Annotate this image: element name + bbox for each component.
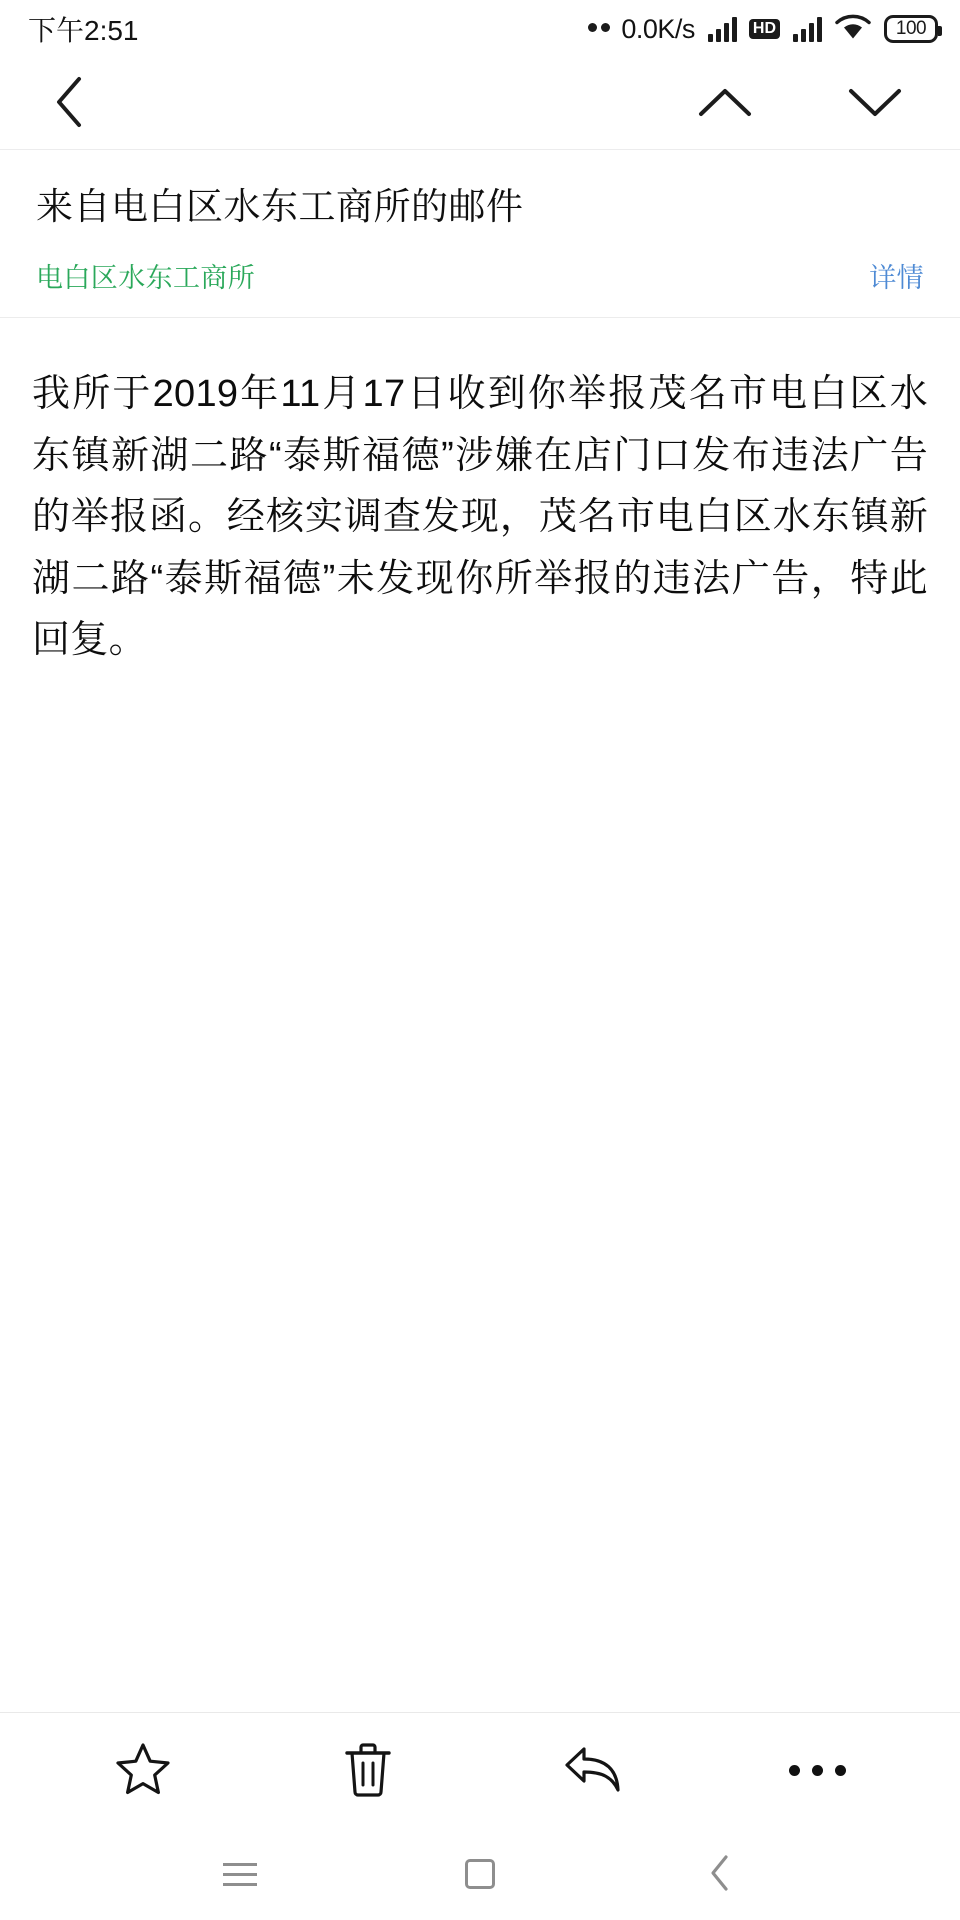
system-back-button[interactable] (675, 1839, 765, 1909)
system-menu-button[interactable] (195, 1839, 285, 1909)
system-home-button[interactable] (435, 1839, 525, 1909)
home-square-icon (465, 1859, 495, 1889)
mail-header (0, 150, 960, 318)
previous-message-button[interactable] (694, 73, 756, 135)
details-link[interactable]: 详情 (869, 263, 924, 294)
battery-level-label: 100 (895, 18, 927, 39)
reply-icon (562, 1741, 624, 1800)
favorite-button[interactable] (88, 1726, 198, 1816)
status-bar (0, 0, 960, 58)
navigation-bar (0, 58, 960, 150)
chevron-down-icon (846, 83, 904, 124)
dots-indicator-icon (588, 23, 610, 36)
menu-icon (223, 1863, 257, 1886)
trash-icon (343, 1740, 393, 1801)
status-time: 下午2:51 (28, 15, 139, 46)
status-indicators (588, 13, 938, 46)
next-message-button[interactable] (844, 73, 906, 135)
star-icon (114, 1741, 172, 1800)
wifi-icon (835, 13, 871, 46)
signal-bars-secondary-icon (793, 16, 822, 42)
mail-sender[interactable]: 电白区水东工商所 (36, 263, 256, 294)
more-icon (789, 1765, 846, 1776)
reply-button[interactable] (538, 1726, 648, 1816)
system-navigation-bar (0, 1828, 960, 1920)
chevron-left-icon (52, 75, 86, 132)
mail-body (0, 318, 960, 1712)
back-chevron-icon (707, 1853, 733, 1896)
mail-subject: 来自电白区水东工商所的邮件 (36, 186, 524, 227)
hd-icon: HD (749, 19, 780, 39)
battery-icon (884, 15, 938, 43)
mail-body-text: 我所于2019年11月17日收到你举报茂名市电白区水东镇新湖二路“泰斯福德”涉嫌在店门口发布违法广告的举报函。经核实调查发现，茂名市电白区水东镇新湖二路“泰斯福德”未发现你所举报的违法广告，特此回复。 (32, 373, 928, 662)
signal-bars-icon (708, 16, 737, 42)
mail-meta-row (36, 256, 924, 295)
delete-button[interactable] (313, 1726, 423, 1816)
more-button[interactable] (763, 1726, 873, 1816)
action-bar (0, 1712, 960, 1828)
network-speed-label: 0.0K/s (621, 13, 695, 44)
chevron-up-icon (696, 83, 754, 124)
back-button[interactable] (38, 73, 100, 135)
